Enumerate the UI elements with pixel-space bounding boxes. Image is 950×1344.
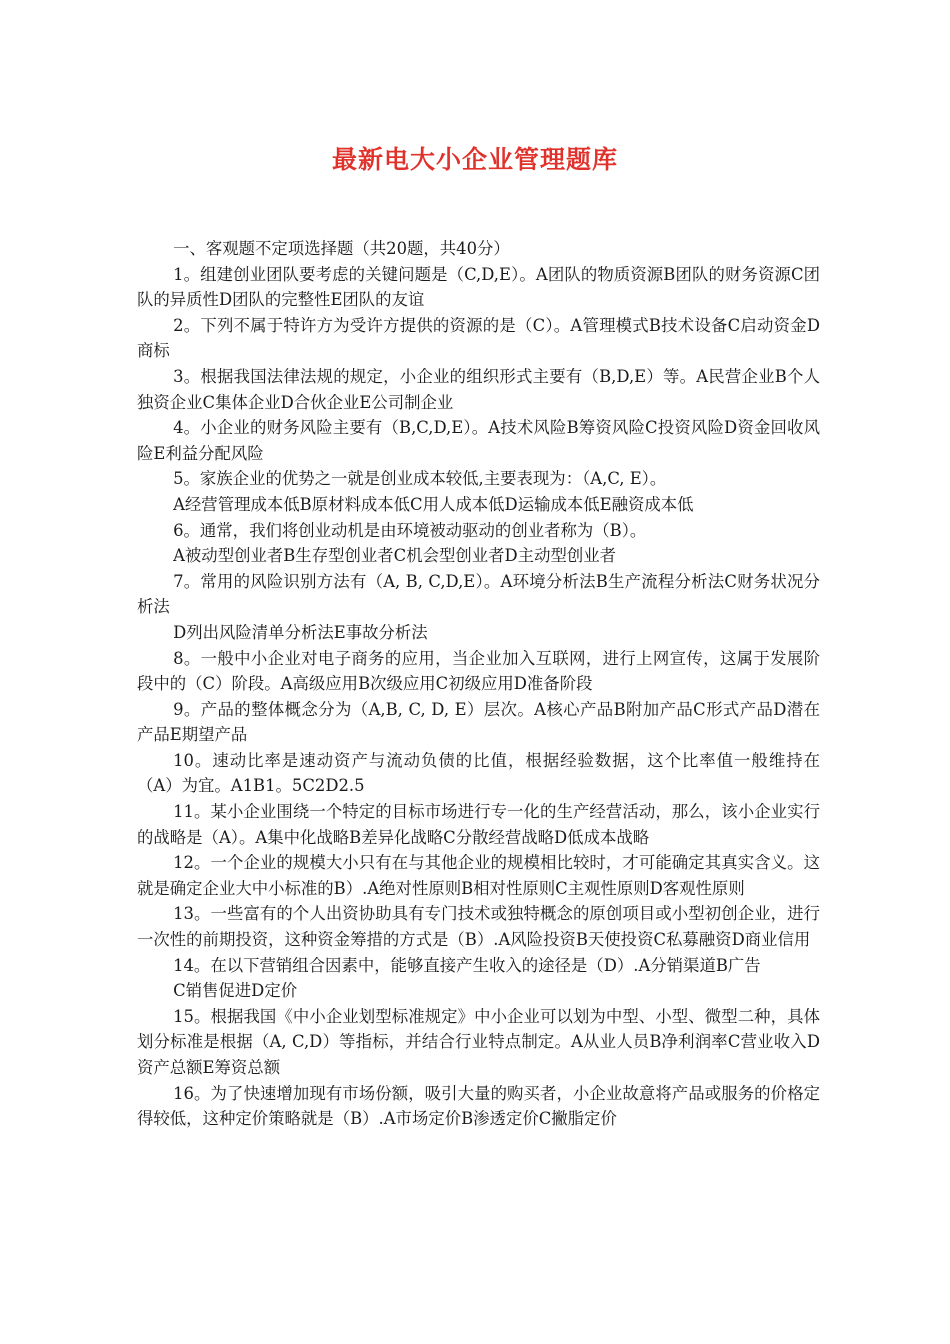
question-paragraph: 6。通常，我们将创业动机是由环境被动驱动的创业者称为（B）。 [173,520,647,540]
question-paragraph: C销售促进D定价 [173,981,298,1001]
question-paragraph: 10。速动比率是速动资产与流动负债的比值，根据经验数据，这个比率值一般维持在（A）为宜。A1B1。5C2D2.5 [137,750,820,796]
question-paragraph: 12。一个企业的规模大小只有在与其他企业的规模相比较时，才可能确定其真实含义。这就是确定企业大中小标准的B）.A绝对性原则B相对性原则C主观性原则D客观性原则 [137,853,820,898]
question-paragraph: 8。一般中小企业对电子商务的应用，当企业加入互联网，进行上网宣传，这属于发展阶段中的（C）阶段。A高级应用B次级应用C初级应用D准备阶段 [137,648,820,694]
question-paragraph: 13。一些富有的个人出资协助具有专门技术或独特概念的原创项目或小型初创企业，进行一次性的前期投资，这种资金筹措的方式是（B）.A风险投资B天使投资C私募融资D商业信用 [137,904,820,950]
question-paragraph: 5。家族企业的优势之一就是创业成本较低,主要表现为：（A,C, E）。 [173,469,667,489]
document-body [137,236,820,1132]
question-paragraph: 11。某小企业围绕一个特定的目标市场进行专一化的生产经营活动，那么，该小企业实行的战略是（A）。A集中化战略B差异化战略C分散经营战略D低成本战略 [137,802,820,847]
question-paragraph: 15。根据我国《中小企业划型标准规定》中小企业可以划为中型、小型、微型二种，具体划分标准是根据（A, C,D）等指标，并结合行业特点制定。A从业人员B净利润率C营业收入D资产总额E筹资总额 [137,1006,820,1077]
question-paragraph: D列出风险清单分析法E事故分析法 [173,622,428,642]
section-heading: 一、客观题不定项选择题（共20题，共40分） [173,239,510,258]
question-paragraph: 2。下列不属于特许方为受许方提供的资源的是（C）。A管理模式B技术设备C启动资金D商标 [137,315,820,361]
document-title: 最新电大小企业管理题库 [331,145,618,174]
question-paragraph: 1。组建创业团队要考虑的关键问题是（C,D,E）。A团队的物质资源B团队的财务资源C团队的异质性D团队的完整性E团队的友谊 [137,264,820,310]
question-paragraph: 4。小企业的财务风险主要有（B,C,D,E）。A技术风险B筹资风险C投资风险D资金回收风险E利益分配风险 [137,418,820,463]
question-paragraph: 3。根据我国法律法规的规定，小企业的组织形式主要有（B,D,E）等。A民营企业B个人独资企业C集体企业D合伙企业E公司制企业 [137,366,820,412]
question-paragraph: 16。为了快速增加现有市场份额，吸引大量的购买者，小企业故意将产品或服务的价格定得较低，这种定价策略就是（B）.A市场定价B渗透定价C撇脂定价 [137,1083,820,1129]
question-paragraph: A被动型创业者B生存型创业者C机会型创业者D主动型创业者 [173,546,617,566]
question-paragraph: 14。在以下营销组合因素中，能够直接产生收入的途径是（D）.A分销渠道B广告 [173,955,761,975]
question-paragraph: 7。常用的风险识别方法有（A, B, C,D,E）。A环境分析法B生产流程分析法C财务状况分析法 [137,571,820,617]
question-paragraph: 9。产品的整体概念分为（A,B, C, D, E）层次。A核心产品B附加产品C形式产品D潜在产品E期望产品 [137,699,820,745]
question-paragraph: A经营管理成本低B原材料成本低C用人成本低D运输成本低E融资成本低 [173,494,694,514]
